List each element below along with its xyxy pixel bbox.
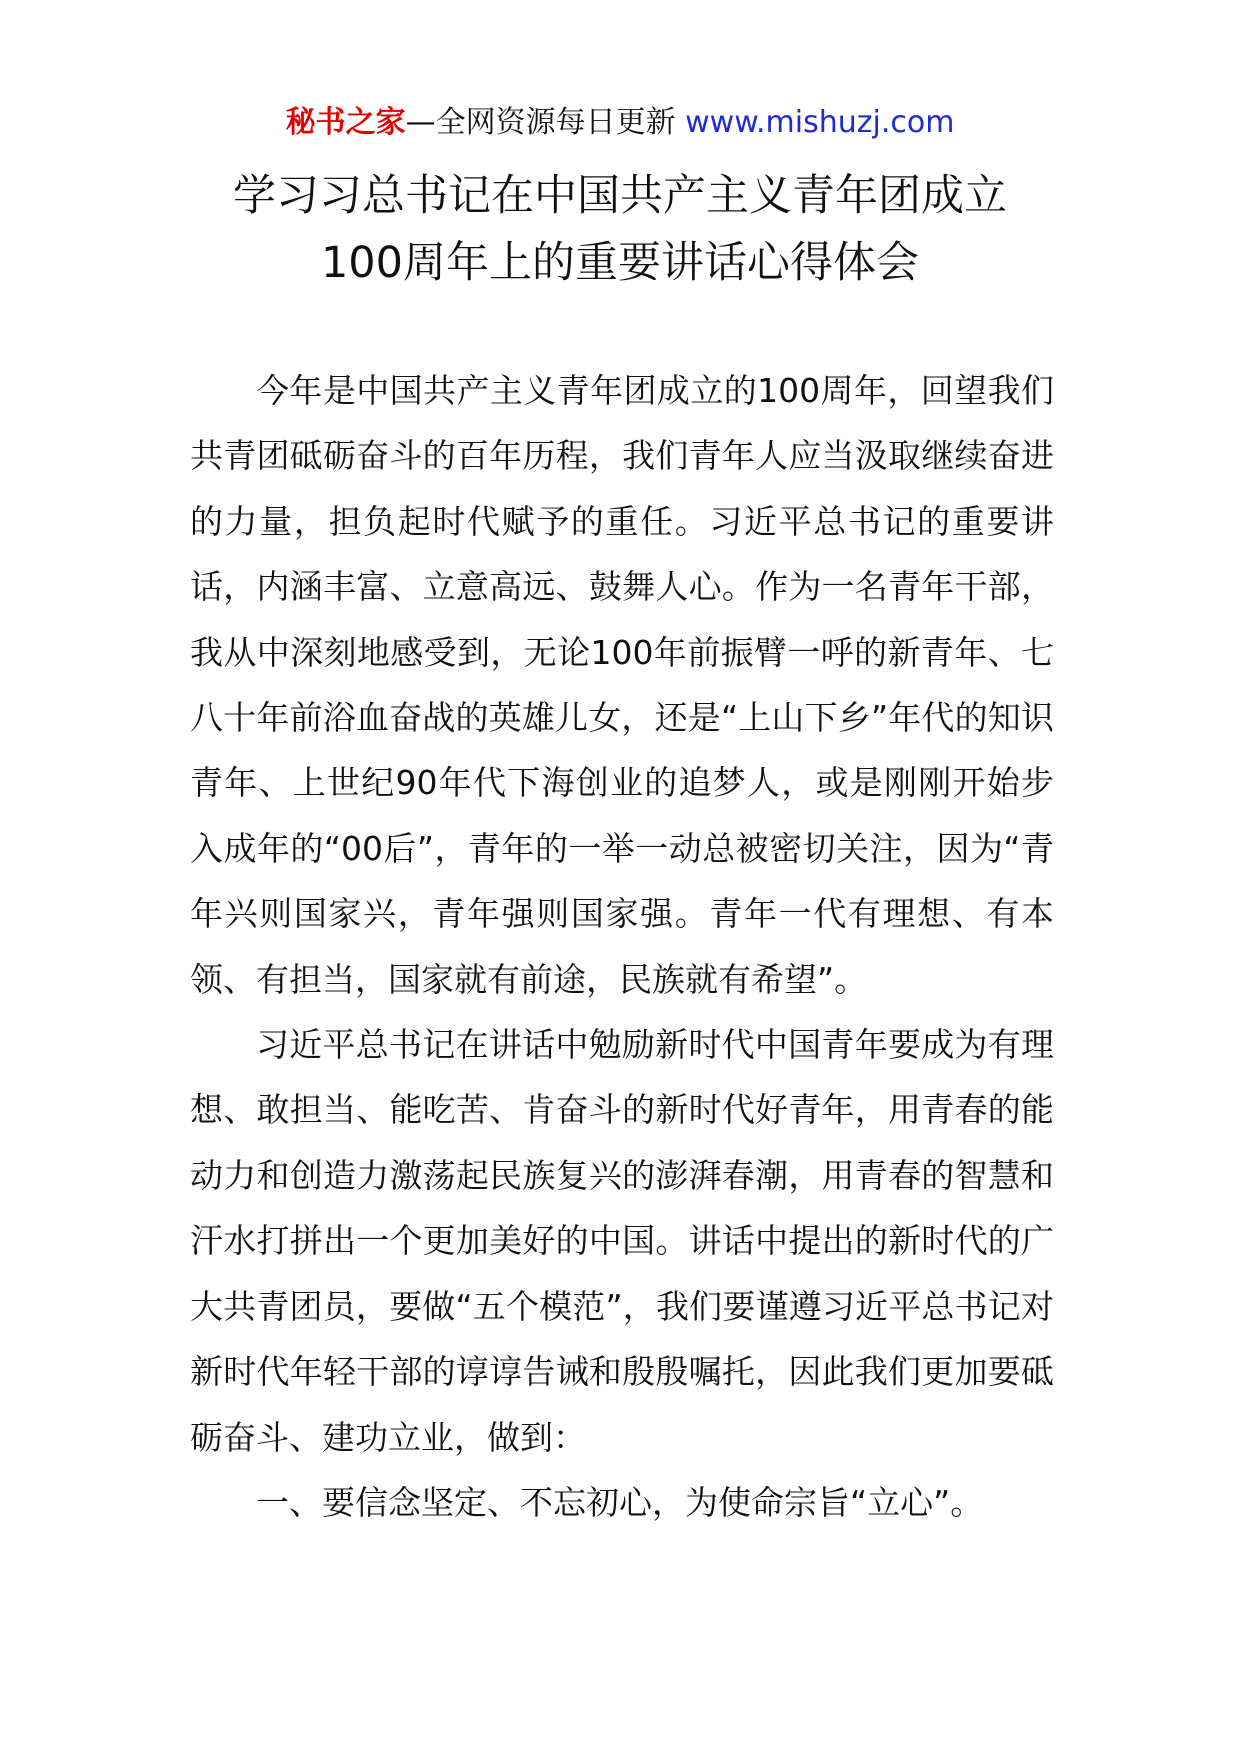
title-line-1: 学习习总书记在中国共产主义青年团成立: [233, 171, 1007, 221]
title-line-2: 100周年上的重要讲话心得体会: [320, 238, 920, 288]
document-title: [0, 163, 1240, 297]
document-body: [190, 358, 1054, 1535]
site-header: [0, 103, 1240, 143]
site-brand: 秘书之家: [285, 105, 406, 140]
site-url-link[interactable]: www.mishuzj.com: [685, 105, 955, 140]
body-paragraph-1: 今年是中国共产主义青年团成立的100周年，回望我们共青团砥砺奋斗的百年历程，我们青年人应当汲取继续奋进的力量，担负起时代赋予的重任。习近平总书记的重要讲话，内涵丰富、立意高远、鼓舞人心。作为一名青年干部，我从中深刻地感受到，无论100年前振臂一呼的新青年、七八十年前浴血奋战的英雄儿女，还是“上山下乡”年代的知识青年、上世纪90年代下海创业的追梦人，或是刚刚开始步入成年的“00后”，青年的一举一动总被密切关注，因为“青年兴则国家兴，青年强则国家强。青年一代有理想、有本领、有担当，国家就有前途，民族就有希望”。: [190, 371, 1054, 999]
section-heading-1: 一、要信念坚定、不忘初心，为使命宗旨“立心”。: [256, 1482, 984, 1522]
body-paragraph-2: 习近平总书记在讲话中勉励新时代中国青年要成为有理想、敢担当、能吃苦、肯奋斗的新时代好青年，用青春的能动力和创造力激荡起民族复兴的澎湃春潮，用青春的智慧和汗水打拼出一个更加美好的中国。讲话中提出的新时代的广大共青团员，要做“五个模范”，我们要谨遵习近平总书记对新时代年轻干部的谆谆告诫和殷殷嘱托，因此我们更加要砥砺奋斗、建功立业，做到：: [190, 1025, 1054, 1457]
site-tagline: —全网资源每日更新: [405, 105, 676, 140]
